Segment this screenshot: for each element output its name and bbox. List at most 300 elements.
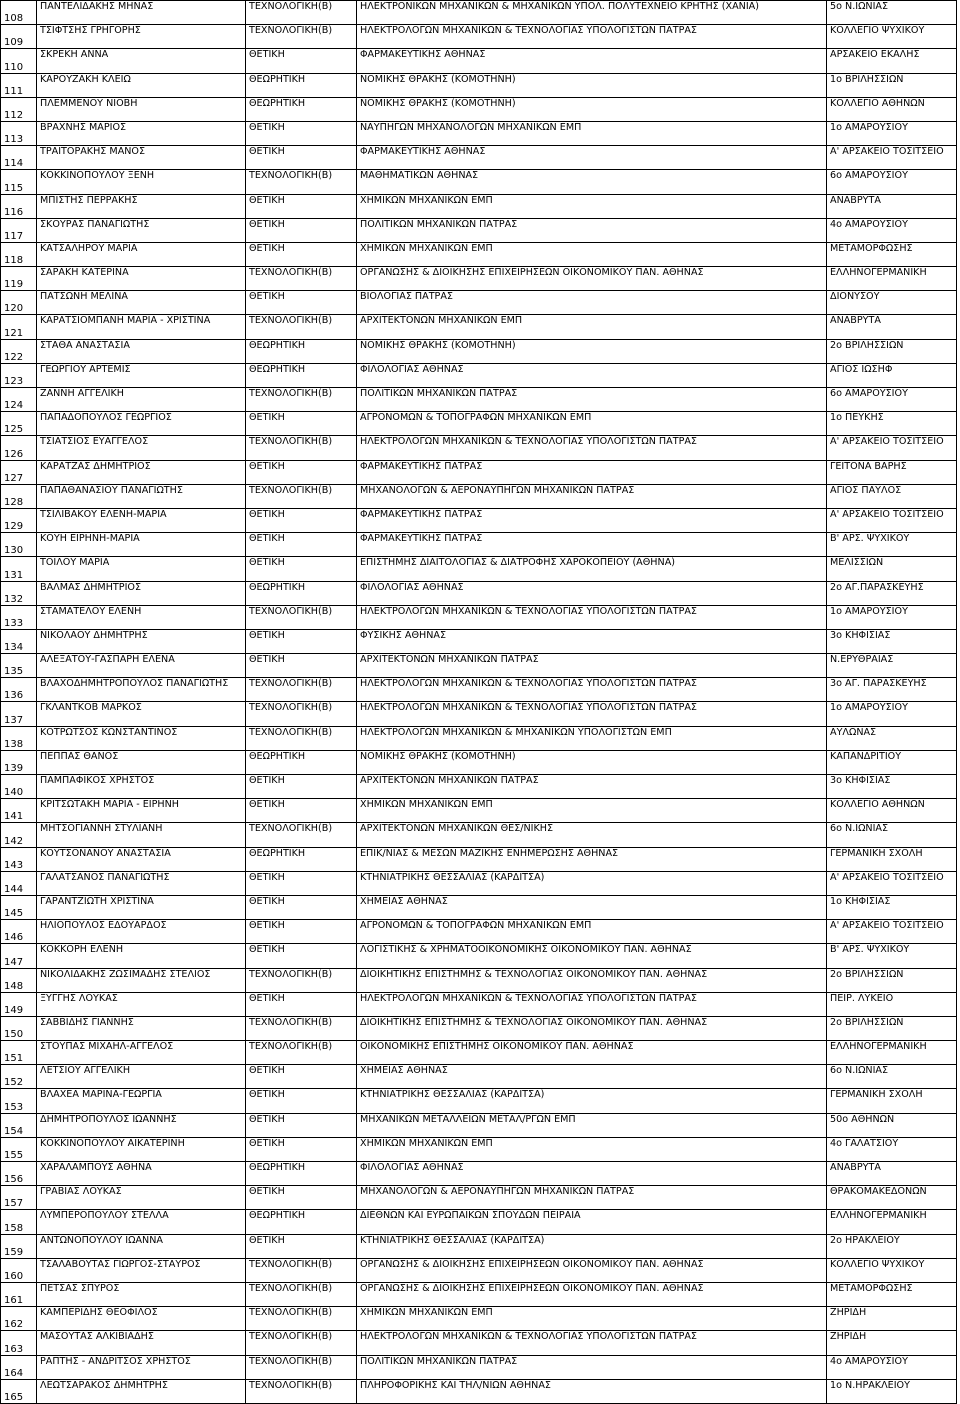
university-department: ΗΛΕΚΤΡΟΝΙΚΩΝ ΜΗΧΑΝΙΚΩΝ & ΜΗΧΑΝΙΚΩΝ ΥΠΟΛ. ΠΟΛΥΤΕΧΝΕΙΟ ΚΡΗΤΗΣ (ΧΑΝΙΑ) [357,1,827,25]
study-field: ΤΕΧΝΟΛΟΓΙΚΗ(Β) [246,1016,357,1040]
student-name: ΧΑΡΑΛΑΜΠΟΥΣ ΑΘΗΝΑ [37,1162,246,1186]
school-name: ΖΗΡΙΔΗ [827,1307,957,1331]
study-field: ΤΕΧΝΟΛΟΓΙΚΗ(Β) [246,388,357,412]
row-number: 123 [1,363,37,387]
study-field: ΘΕΤΙΚΗ [246,121,357,145]
study-field: ΘΕΤΙΚΗ [246,412,357,436]
table-row [1,678,957,702]
study-field: ΘΕΤΙΚΗ [246,1186,357,1210]
student-name: ΤΟΪΛΟΥ ΜΑΡΙΑ [37,557,246,581]
row-number: 128 [1,484,37,508]
university-department: ΝΑΥΠΗΓΩΝ ΜΗΧΑΝΟΛΟΓΩΝ ΜΗΧΑΝΙΚΩΝ ΕΜΠ [357,121,827,145]
student-name: ΚΟΚΚΙΝΟΠΟΥΛΟΥ ΑΙΚΑΤΕΡΙΝΗ [37,1137,246,1161]
row-number: 143 [1,847,37,871]
school-name: Α' ΑΡΣΑΚΕΙΟ ΤΟΣΙΤΣΕΙΟ [827,436,957,460]
student-name: ΔΗΜΗΤΡΟΠΟΥΛΟΣ ΙΩΑΝΝΗΣ [37,1113,246,1137]
row-number: 115 [1,170,37,194]
study-field: ΘΕΤΙΚΗ [246,629,357,653]
school-name: ΑΓΙΟΣ ΠΑΥΛΟΣ [827,484,957,508]
school-name: ΑΓΙΟΣ ΙΩΣΗΦ [827,363,957,387]
table-row [1,823,957,847]
study-field: ΘΕΩΡΗΤΙΚΗ [246,1210,357,1234]
row-number: 124 [1,388,37,412]
study-field: ΤΕΧΝΟΛΟΓΙΚΗ(Β) [246,726,357,750]
student-name: ΠΕΠΠΑΣ ΘΑΝΟΣ [37,750,246,774]
table-row [1,242,957,266]
school-name: ΜΕΤΑΜΟΡΦΩΣΗΣ [827,242,957,266]
school-name: ΕΛΛΗΝΟΓΕΡΜΑΝΙΚΗ [827,267,957,291]
student-name: ΤΡΑΪΤΟΡΑΚΗΣ ΜΑΝΟΣ [37,146,246,170]
study-field: ΘΕΤΙΚΗ [246,49,357,73]
university-department: ΑΓΡΟΝΟΜΩΝ & ΤΟΠΟΓΡΑΦΩΝ ΜΗΧΑΝΙΚΩΝ ΕΜΠ [357,412,827,436]
student-name: ΠΑΠΑΔΟΠΟΥΛΟΣ ΓΕΩΡΓΙΟΣ [37,412,246,436]
university-department: ΦΑΡΜΑΚΕΥΤΙΚΗΣ ΑΘΗΝΑΣ [357,146,827,170]
row-number: 148 [1,968,37,992]
university-department: ΜΗΧΑΝΙΚΩΝ ΜΕΤΑΛΛΕΙΩΝ ΜΕΤΑΛ/ΡΓΩΝ ΕΜΠ [357,1113,827,1137]
school-name: 1ο ΑΜΑΡΟΥΣΙΟΥ [827,702,957,726]
row-number: 139 [1,750,37,774]
university-department: ΗΛΕΚΤΡΟΛΟΓΩΝ ΜΗΧΑΝΙΚΩΝ & ΤΕΧΝΟΛΟΓΙΑΣ ΥΠΟΛΟΓΙΣΤΩΝ ΠΑΤΡΑΣ [357,25,827,49]
row-number: 120 [1,291,37,315]
table-row [1,968,957,992]
table-row [1,315,957,339]
student-name: ΑΝΤΩΝΟΠΟΥΛΟΥ ΙΩΑΝΝΑ [37,1234,246,1258]
study-field: ΘΕΤΙΚΗ [246,1234,357,1258]
school-name: 4ο ΑΜΑΡΟΥΣΙΟΥ [827,1355,957,1379]
study-field: ΘΕΩΡΗΤΙΚΗ [246,1162,357,1186]
university-department: ΟΙΚΟΝΟΜΙΚΗΣ ΕΠΙΣΤΗΜΗΣ ΟΙΚΟΝΟΜΙΚΟΥ ΠΑΝ. ΑΘΗΝΑΣ [357,1041,827,1065]
school-name: 2ο ΗΡΑΚΛΕΙΟΥ [827,1234,957,1258]
school-name: 3ο ΚΗΦΙΣΙΑΣ [827,629,957,653]
table-row [1,25,957,49]
study-field: ΤΕΧΝΟΛΟΓΙΚΗ(Β) [246,1041,357,1065]
university-department: ΜΗΧΑΝΟΛΟΓΩΝ & ΑΕΡΟΝΑΥΠΗΓΩΝ ΜΗΧΑΝΙΚΩΝ ΠΑΤΡΑΣ [357,484,827,508]
university-department: ΝΟΜΙΚΗΣ ΘΡΑΚΗΣ (ΚΟΜΟΤΗΝΗ) [357,97,827,121]
school-name: ΜΕΛΙΣΣΙΩΝ [827,557,957,581]
table-row [1,1186,957,1210]
study-field: ΤΕΧΝΟΛΟΓΙΚΗ(Β) [246,823,357,847]
student-name: ΤΣΙΦΤΣΗΣ ΓΡΗΓΟΡΗΣ [37,25,246,49]
school-name: ΓΕΙΤΟΝΑ ΒΑΡΗΣ [827,460,957,484]
student-name: ΑΛΕΞΑΤΟΥ-ΓΑΣΠΑΡΗ ΕΛΕΝΑ [37,654,246,678]
school-name: ΚΟΛΛΕΓΙΟ ΨΥΧΙΚΟΥ [827,25,957,49]
row-number: 141 [1,799,37,823]
university-department: ΗΛΕΚΤΡΟΛΟΓΩΝ ΜΗΧΑΝΙΚΩΝ & ΤΕΧΝΟΛΟΓΙΑΣ ΥΠΟΛΟΓΙΣΤΩΝ ΠΑΤΡΑΣ [357,605,827,629]
study-field: ΘΕΤΙΚΗ [246,895,357,919]
table-row [1,436,957,460]
study-field: ΘΕΤΙΚΗ [246,460,357,484]
row-number: 125 [1,412,37,436]
table-row [1,1282,957,1306]
university-department: ΑΡΧΙΤΕΚΤΟΝΩΝ ΜΗΧΑΝΙΚΩΝ ΠΑΤΡΑΣ [357,775,827,799]
table-row [1,1065,957,1089]
student-name: ΞΥΓΓΗΣ ΛΟΥΚΑΣ [37,992,246,1016]
student-name: ΒΛΑΧΟΔΗΜΗΤΡΟΠΟΥΛΟΣ ΠΑΝΑΓΙΩΤΗΣ [37,678,246,702]
table-row [1,654,957,678]
row-number: 111 [1,73,37,97]
student-name: ΣΤΟΥΠΑΣ ΜΙΧΑΗΛ-ΑΓΓΕΛΟΣ [37,1041,246,1065]
study-field: ΘΕΤΙΚΗ [246,654,357,678]
university-department: ΧΗΜΙΚΩΝ ΜΗΧΑΝΙΚΩΝ ΕΜΠ [357,242,827,266]
student-name: ΚΑΡΑΤΣΙΟΜΠΑΝΗ ΜΑΡΙΑ - ΧΡΙΣΤΙΝΑ [37,315,246,339]
student-name: ΒΡΑΧΝΗΣ ΜΑΡΙΟΣ [37,121,246,145]
student-name: ΚΟΥΗ ΕΙΡΗΝΗ-ΜΑΡΙΑ [37,533,246,557]
university-department: ΗΛΕΚΤΡΟΛΟΓΩΝ ΜΗΧΑΝΙΚΩΝ & ΤΕΧΝΟΛΟΓΙΑΣ ΥΠΟΛΟΓΙΣΤΩΝ ΠΑΤΡΑΣ [357,702,827,726]
row-number: 130 [1,533,37,557]
university-department: ΗΛΕΚΤΡΟΛΟΓΩΝ ΜΗΧΑΝΙΚΩΝ & ΤΕΧΝΟΛΟΓΙΑΣ ΥΠΟΛΟΓΙΣΤΩΝ ΠΑΤΡΑΣ [357,992,827,1016]
study-field: ΤΕΧΝΟΛΟΓΙΚΗ(Β) [246,170,357,194]
row-number: 133 [1,605,37,629]
student-name: ΚΟΚΚΙΝΟΠΟΥΛΟΥ ΞΕΝΗ [37,170,246,194]
student-name: ΠΑΝΤΕΛΙΔΑΚΗΣ ΜΗΝΑΣ [37,1,246,25]
university-department: ΚΤΗΝΙΑΤΡΙΚΗΣ ΘΕΣΣΑΛΙΑΣ (ΚΑΡΔΙΤΣΑ) [357,1089,827,1113]
student-name: ΚΑΤΣΑΛΗΡΟΥ ΜΑΡΙΑ [37,242,246,266]
table-row [1,170,957,194]
table-row [1,49,957,73]
study-field: ΘΕΤΙΚΗ [246,992,357,1016]
row-number: 150 [1,1016,37,1040]
row-number: 164 [1,1355,37,1379]
school-name: 1ο ΠΕΥΚΗΣ [827,412,957,436]
table-row [1,73,957,97]
university-department: ΗΛΕΚΤΡΟΛΟΓΩΝ ΜΗΧΑΝΙΚΩΝ & ΤΕΧΝΟΛΟΓΙΑΣ ΥΠΟΛΟΓΙΣΤΩΝ ΠΑΤΡΑΣ [357,678,827,702]
table-row [1,339,957,363]
school-name: Α' ΑΡΣΑΚΕΙΟ ΤΟΣΙΤΣΕΙΟ [827,146,957,170]
row-number: 152 [1,1065,37,1089]
student-name: ΚΟΚΚΟΡΗ ΕΛΕΝΗ [37,944,246,968]
school-name: ΚΑΠΑΝΔΡΙΤΙΟΥ [827,750,957,774]
study-field: ΘΕΤΙΚΗ [246,557,357,581]
row-number: 156 [1,1162,37,1186]
row-number: 142 [1,823,37,847]
table-row [1,895,957,919]
row-number: 149 [1,992,37,1016]
row-number: 126 [1,436,37,460]
university-department: ΧΗΜΕΙΑΣ ΑΘΗΝΑΣ [357,895,827,919]
university-department: ΦΑΡΜΑΚΕΥΤΙΚΗΣ ΠΑΤΡΑΣ [357,508,827,532]
row-number: 119 [1,267,37,291]
study-field: ΤΕΧΝΟΛΟΓΙΚΗ(Β) [246,1331,357,1355]
school-name: ΑΝΑΒΡΥΤΑ [827,194,957,218]
study-field: ΘΕΩΡΗΤΙΚΗ [246,750,357,774]
school-name: ΜΕΤΑΜΟΡΦΩΣΗΣ [827,1282,957,1306]
table-row [1,1041,957,1065]
school-name: 1ο ΑΜΑΡΟΥΣΙΟΥ [827,121,957,145]
student-name: ΓΑΡΑΝΤΖΙΩΤΗ ΧΡΙΣΤΙΝΑ [37,895,246,919]
student-name: ΓΕΩΡΓΙΟΥ ΑΡΤΕΜΙΣ [37,363,246,387]
student-name: ΠΑΤΣΩΝΗ ΜΕΛΙΝΑ [37,291,246,315]
row-number: 135 [1,654,37,678]
student-name: ΚΡΙΤΣΩΤΑΚΗ ΜΑΡΙΑ - ΕΙΡΗΝΗ [37,799,246,823]
student-name: ΝΙΚΟΛΙΔΑΚΗΣ ΖΩΣΙΜΑΔΗΣ ΣΤΕΛΙΟΣ [37,968,246,992]
table-row [1,533,957,557]
row-number: 162 [1,1307,37,1331]
table-row [1,847,957,871]
university-department: ΠΟΛΙΤΙΚΩΝ ΜΗΧΑΝΙΚΩΝ ΠΑΤΡΑΣ [357,218,827,242]
university-department: ΦΥΣΙΚΗΣ ΑΘΗΝΑΣ [357,629,827,653]
table-row [1,1307,957,1331]
university-department: ΧΗΜΙΚΩΝ ΜΗΧΑΝΙΚΩΝ ΕΜΠ [357,194,827,218]
school-name: ΖΗΡΙΔΗ [827,1331,957,1355]
row-number: 163 [1,1331,37,1355]
student-name: ΝΙΚΟΛΑΟΥ ΔΗΜΗΤΡΗΣ [37,629,246,653]
university-department: ΝΟΜΙΚΗΣ ΘΡΑΚΗΣ (ΚΟΜΟΤΗΝΗ) [357,339,827,363]
table-row [1,1355,957,1379]
school-name: ΓΕΡΜΑΝΙΚΗ ΣΧΟΛΗ [827,1089,957,1113]
row-number: 158 [1,1210,37,1234]
school-name: 6ο ΑΜΑΡΟΥΣΙΟΥ [827,170,957,194]
table-row [1,1210,957,1234]
university-department: ΟΡΓΑΝΩΣΗΣ & ΔΙΟΙΚΗΣΗΣ ΕΠΙΧΕΙΡΗΣΕΩΝ ΟΙΚΟΝΟΜΙΚΟΥ ΠΑΝ. ΑΘΗΝΑΣ [357,1282,827,1306]
row-number: 161 [1,1282,37,1306]
table-row [1,1016,957,1040]
university-department: ΑΓΡΟΝΟΜΩΝ & ΤΟΠΟΓΡΑΦΩΝ ΜΗΧΑΝΙΚΩΝ ΕΜΠ [357,920,827,944]
row-number: 114 [1,146,37,170]
student-name: ΠΕΤΣΑΣ ΣΠΥΡΟΣ [37,1282,246,1306]
student-name: ΜΑΣΟΥΤΑΣ ΑΛΚΙΒΙΑΔΗΣ [37,1331,246,1355]
row-number: 113 [1,121,37,145]
table-row [1,726,957,750]
table-row [1,194,957,218]
study-field: ΘΕΤΙΚΗ [246,146,357,170]
study-field: ΤΕΧΝΟΛΟΓΙΚΗ(Β) [246,25,357,49]
university-department: ΕΠΙΚ/ΝΙΑΣ & ΜΕΣΩΝ ΜΑΖΙΚΗΣ ΕΝΗΜΕΡΩΣΗΣ ΑΘΗΝΑΣ [357,847,827,871]
university-department: ΕΠΙΣΤΗΜΗΣ ΔΙΑΙΤΟΛΟΓΙΑΣ & ΔΙΑΤΡΟΦΗΣ ΧΑΡΟΚΟΠΕΙΟΥ (ΑΘΗΝΑ) [357,557,827,581]
student-name: ΣΤΑΜΑΤΕΛΟΥ ΕΛΕΝΗ [37,605,246,629]
student-name: ΡΑΠΤΗΣ - ΑΝΔΡΙΤΣΟΣ ΧΡΗΣΤΟΣ [37,1355,246,1379]
results-table-body [1,1,957,1404]
student-name: ΠΛΕΜΜΕΝΟΥ ΝΙΟΒΗ [37,97,246,121]
student-name: ΓΚΛΑΝΤΚΟΒ ΜΑΡΚΟΣ [37,702,246,726]
school-name: Α' ΑΡΣΑΚΕΙΟ ΤΟΣΙΤΣΕΙΟ [827,920,957,944]
school-name: 6ο Ν.ΙΩΝΙΑΣ [827,1065,957,1089]
study-field: ΘΕΩΡΗΤΙΚΗ [246,847,357,871]
study-field: ΘΕΤΙΚΗ [246,218,357,242]
school-name: ΑΥΛΩΝΑΣ [827,726,957,750]
student-name: ΓΑΛΑΤΣΑΝΟΣ ΠΑΝΑΓΙΩΤΗΣ [37,871,246,895]
university-department: ΧΗΜΕΙΑΣ ΑΘΗΝΑΣ [357,1065,827,1089]
table-row [1,146,957,170]
table-row [1,944,957,968]
student-name: ΚΑΡΟΥΖΑΚΗ ΚΛΕΙΩ [37,73,246,97]
table-row [1,557,957,581]
student-name: ΠΑΜΠΑΦΙΚΟΣ ΧΡΗΣΤΟΣ [37,775,246,799]
student-name: ΣΤΑΘΑ ΑΝΑΣΤΑΣΙΑ [37,339,246,363]
university-department: ΒΙΟΛΟΓΙΑΣ ΠΑΤΡΑΣ [357,291,827,315]
row-number: 131 [1,557,37,581]
table-row [1,1089,957,1113]
row-number: 137 [1,702,37,726]
study-field: ΤΕΧΝΟΛΟΓΙΚΗ(Β) [246,1258,357,1282]
study-field: ΤΕΧΝΟΛΟΓΙΚΗ(Β) [246,1307,357,1331]
table-row [1,1331,957,1355]
student-name: ΒΛΑΧΕΑ ΜΑΡΙΝΑ-ΓΕΩΡΓΙΑ [37,1089,246,1113]
table-row [1,1113,957,1137]
university-department: ΑΡΧΙΤΕΚΤΟΝΩΝ ΜΗΧΑΝΙΚΩΝ ΘΕΣ/ΝΙΚΗΣ [357,823,827,847]
university-department: ΚΤΗΝΙΑΤΡΙΚΗΣ ΘΕΣΣΑΛΙΑΣ (ΚΑΡΔΙΤΣΑ) [357,1234,827,1258]
university-department: ΗΛΕΚΤΡΟΛΟΓΩΝ ΜΗΧΑΝΙΚΩΝ & ΜΗΧΑΝΙΚΩΝ ΥΠΟΛΟΓΙΣΤΩΝ ΕΜΠ [357,726,827,750]
table-row [1,1,957,25]
student-name: ΗΛΙΟΠΟΥΛΟΣ ΕΔΟΥΑΡΔΟΣ [37,920,246,944]
university-department: ΝΟΜΙΚΗΣ ΘΡΑΚΗΣ (ΚΟΜΟΤΗΝΗ) [357,750,827,774]
student-name: ΖΑΝΝΗ ΑΓΓΕΛΙΚΗ [37,388,246,412]
student-name: ΣΚΟΥΡΑΣ ΠΑΝΑΓΙΩΤΗΣ [37,218,246,242]
table-row [1,1162,957,1186]
university-department: ΧΗΜΙΚΩΝ ΜΗΧΑΝΙΚΩΝ ΕΜΠ [357,799,827,823]
row-number: 129 [1,508,37,532]
study-field: ΘΕΩΡΗΤΙΚΗ [246,581,357,605]
table-row [1,799,957,823]
study-field: ΘΕΤΙΚΗ [246,1089,357,1113]
university-department: ΟΡΓΑΝΩΣΗΣ & ΔΙΟΙΚΗΣΗΣ ΕΠΙΧΕΙΡΗΣΕΩΝ ΟΙΚΟΝΟΜΙΚΟΥ ΠΑΝ. ΑΘΗΝΑΣ [357,267,827,291]
study-field: ΘΕΤΙΚΗ [246,242,357,266]
table-row [1,267,957,291]
study-field: ΘΕΩΡΗΤΙΚΗ [246,97,357,121]
university-department: ΦΙΛΟΛΟΓΙΑΣ ΑΘΗΝΑΣ [357,363,827,387]
school-name: 1ο Ν.ΗΡΑΚΛΕΙΟΥ [827,1379,957,1403]
table-row [1,1258,957,1282]
university-department: ΚΤΗΝΙΑΤΡΙΚΗΣ ΘΕΣΣΑΛΙΑΣ (ΚΑΡΔΙΤΣΑ) [357,871,827,895]
study-field: ΤΕΧΝΟΛΟΓΙΚΗ(Β) [246,702,357,726]
student-name: ΚΟΤΡΩΤΣΟΣ ΚΩΝΣΤΑΝΤΙΝΟΣ [37,726,246,750]
student-name: ΚΑΡΑΤΖΑΣ ΔΗΜΗΤΡΙΟΣ [37,460,246,484]
row-number: 144 [1,871,37,895]
table-row [1,992,957,1016]
student-name: ΛΕΩΤΣΑΡΑΚΟΣ ΔΗΜΗΤΡΗΣ [37,1379,246,1403]
row-number: 127 [1,460,37,484]
university-department: ΠΟΛΙΤΙΚΩΝ ΜΗΧΑΝΙΚΩΝ ΠΑΤΡΑΣ [357,388,827,412]
school-name: Α' ΑΡΣΑΚΕΙΟ ΤΟΣΙΤΣΕΙΟ [827,508,957,532]
university-department: ΜΑΘΗΜΑΤΙΚΩΝ ΑΘΗΝΑΣ [357,170,827,194]
table-row [1,1379,957,1403]
table-row [1,871,957,895]
school-name: Α' ΑΡΣΑΚΕΙΟ ΤΟΣΙΤΣΕΙΟ [827,871,957,895]
school-name: 4ο ΑΜΑΡΟΥΣΙΟΥ [827,218,957,242]
study-field: ΘΕΤΙΚΗ [246,508,357,532]
university-department: ΠΟΛΙΤΙΚΩΝ ΜΗΧΑΝΙΚΩΝ ΠΑΤΡΑΣ [357,1355,827,1379]
row-number: 121 [1,315,37,339]
school-name: ΑΝΑΒΡΥΤΑ [827,315,957,339]
row-number: 110 [1,49,37,73]
university-department: ΔΙΟΙΚΗΤΙΚΗΣ ΕΠΙΣΤΗΜΗΣ & ΤΕΧΝΟΛΟΓΙΑΣ ΟΙΚΟΝΟΜΙΚΟΥ ΠΑΝ. ΑΘΗΝΑΣ [357,1016,827,1040]
university-department: ΧΗΜΙΚΩΝ ΜΗΧΑΝΙΚΩΝ ΕΜΠ [357,1307,827,1331]
university-department: ΛΟΓΙΣΤΙΚΗΣ & ΧΡΗΜΑΤΟΟΙΚΟΝΟΜΙΚΗΣ ΟΙΚΟΝΟΜΙΚΟΥ ΠΑΝ. ΑΘΗΝΑΣ [357,944,827,968]
university-department: ΗΛΕΚΤΡΟΛΟΓΩΝ ΜΗΧΑΝΙΚΩΝ & ΤΕΧΝΟΛΟΓΙΑΣ ΥΠΟΛΟΓΙΣΤΩΝ ΠΑΤΡΑΣ [357,1331,827,1355]
study-field: ΤΕΧΝΟΛΟΓΙΚΗ(Β) [246,678,357,702]
school-name: ΑΡΣΑΚΕΙΟ ΕΚΑΛΗΣ [827,49,957,73]
university-department: ΗΛΕΚΤΡΟΛΟΓΩΝ ΜΗΧΑΝΙΚΩΝ & ΤΕΧΝΟΛΟΓΙΑΣ ΥΠΟΛΟΓΙΣΤΩΝ ΠΑΤΡΑΣ [357,436,827,460]
row-number: 122 [1,339,37,363]
row-number: 118 [1,242,37,266]
school-name: 2ο ΒΡΙΛΗΣΣΙΩΝ [827,1016,957,1040]
university-department: ΠΛΗΡΟΦΟΡΙΚΗΣ ΚΑΙ ΤΗΛ/ΝΙΩΝ ΑΘΗΝΑΣ [357,1379,827,1403]
table-row [1,702,957,726]
school-name: 6ο ΑΜΑΡΟΥΣΙΟΥ [827,388,957,412]
study-field: ΘΕΩΡΗΤΙΚΗ [246,363,357,387]
row-number: 155 [1,1137,37,1161]
table-row [1,291,957,315]
row-number: 136 [1,678,37,702]
university-department: ΜΗΧΑΝΟΛΟΓΩΝ & ΑΕΡΟΝΑΥΠΗΓΩΝ ΜΗΧΑΝΙΚΩΝ ΠΑΤΡΑΣ [357,1186,827,1210]
school-name: Β' ΑΡΣ. ΨΥΧΙΚΟΥ [827,533,957,557]
row-number: 147 [1,944,37,968]
table-row [1,750,957,774]
student-name: ΚΟΥΤΣΟΝΑΝΟΥ ΑΝΑΣΤΑΣΙΑ [37,847,246,871]
school-name: Ν.ΕΡΥΘΡΑΙΑΣ [827,654,957,678]
school-name: 1ο ΑΜΑΡΟΥΣΙΟΥ [827,605,957,629]
university-department: ΑΡΧΙΤΕΚΤΟΝΩΝ ΜΗΧΑΝΙΚΩΝ ΕΜΠ [357,315,827,339]
study-field: ΘΕΤΙΚΗ [246,1065,357,1089]
row-number: 154 [1,1113,37,1137]
study-field: ΤΕΧΝΟΛΟΓΙΚΗ(Β) [246,1355,357,1379]
study-field: ΤΕΧΝΟΛΟΓΙΚΗ(Β) [246,968,357,992]
school-name: ΕΛΛΗΝΟΓΕΡΜΑΝΙΚΗ [827,1210,957,1234]
university-department: ΟΡΓΑΝΩΣΗΣ & ΔΙΟΙΚΗΣΗΣ ΕΠΙΧΕΙΡΗΣΕΩΝ ΟΙΚΟΝΟΜΙΚΟΥ ΠΑΝ. ΑΘΗΝΑΣ [357,1258,827,1282]
row-number: 112 [1,97,37,121]
table-row [1,629,957,653]
school-name: ΔΙΟΝΥΣΟΥ [827,291,957,315]
table-row [1,1234,957,1258]
table-row [1,412,957,436]
row-number: 116 [1,194,37,218]
student-name: ΛΕΤΣΙΟΥ ΑΓΓΕΛΙΚΗ [37,1065,246,1089]
study-field: ΤΕΧΝΟΛΟΓΙΚΗ(Β) [246,1282,357,1306]
school-name: ΑΝΑΒΡΥΤΑ [827,1162,957,1186]
university-department: ΦΑΡΜΑΚΕΥΤΙΚΗΣ ΠΑΤΡΑΣ [357,533,827,557]
study-field: ΘΕΩΡΗΤΙΚΗ [246,73,357,97]
row-number: 108 [1,1,37,25]
student-name: ΣΚΡΕΚΗ ΑΝΝΑ [37,49,246,73]
school-name: 2ο ΑΓ.ΠΑΡΑΣΚΕΥΗΣ [827,581,957,605]
row-number: 157 [1,1186,37,1210]
school-name: ΚΟΛΛΕΓΙΟ ΑΘΗΝΩΝ [827,799,957,823]
study-field: ΘΕΤΙΚΗ [246,799,357,823]
table-row [1,775,957,799]
school-name: 1ο ΚΗΦΙΣΙΑΣ [827,895,957,919]
student-name: ΤΣΑΛΑΒΟΥΤΑΣ ΓΙΩΡΓΟΣ-ΣΤΑΥΡΟΣ [37,1258,246,1282]
row-number: 117 [1,218,37,242]
study-field: ΘΕΤΙΚΗ [246,920,357,944]
university-department: ΧΗΜΙΚΩΝ ΜΗΧΑΝΙΚΩΝ ΕΜΠ [357,1137,827,1161]
row-number: 153 [1,1089,37,1113]
table-row [1,581,957,605]
school-name: ΚΟΛΛΕΓΙΟ ΑΘΗΝΩΝ [827,97,957,121]
study-field: ΘΕΤΙΚΗ [246,775,357,799]
table-row [1,388,957,412]
study-field: ΘΕΤΙΚΗ [246,533,357,557]
row-number: 109 [1,25,37,49]
study-field: ΤΕΧΝΟΛΟΓΙΚΗ(Β) [246,315,357,339]
table-row [1,121,957,145]
student-name: ΤΣΙΛΙΒΑΚΟΥ ΕΛΕΝΗ-ΜΑΡΙΑ [37,508,246,532]
university-department: ΑΡΧΙΤΕΚΤΟΝΩΝ ΜΗΧΑΝΙΚΩΝ ΠΑΤΡΑΣ [357,654,827,678]
school-name: 2ο ΒΡΙΛΗΣΣΙΩΝ [827,968,957,992]
university-department: ΦΙΛΟΛΟΓΙΑΣ ΑΘΗΝΑΣ [357,581,827,605]
row-number: 134 [1,629,37,653]
table-row [1,1137,957,1161]
university-department: ΔΙΕΘΝΩΝ ΚΑΙ ΕΥΡΩΠΑΪΚΩΝ ΣΠΟΥΔΩΝ ΠΕΙΡΑΙΑ [357,1210,827,1234]
student-name: ΤΣΙΑΤΣΙΟΣ ΕΥΑΓΓΕΛΟΣ [37,436,246,460]
school-name: 6ο Ν.ΙΩΝΙΑΣ [827,823,957,847]
row-number: 145 [1,895,37,919]
table-row [1,508,957,532]
row-number: 140 [1,775,37,799]
school-name: Β' ΑΡΣ. ΨΥΧΙΚΟΥ [827,944,957,968]
study-field: ΘΕΤΙΚΗ [246,944,357,968]
study-field: ΤΕΧΝΟΛΟΓΙΚΗ(Β) [246,605,357,629]
study-field: ΘΕΩΡΗΤΙΚΗ [246,339,357,363]
university-department: ΦΑΡΜΑΚΕΥΤΙΚΗΣ ΑΘΗΝΑΣ [357,49,827,73]
